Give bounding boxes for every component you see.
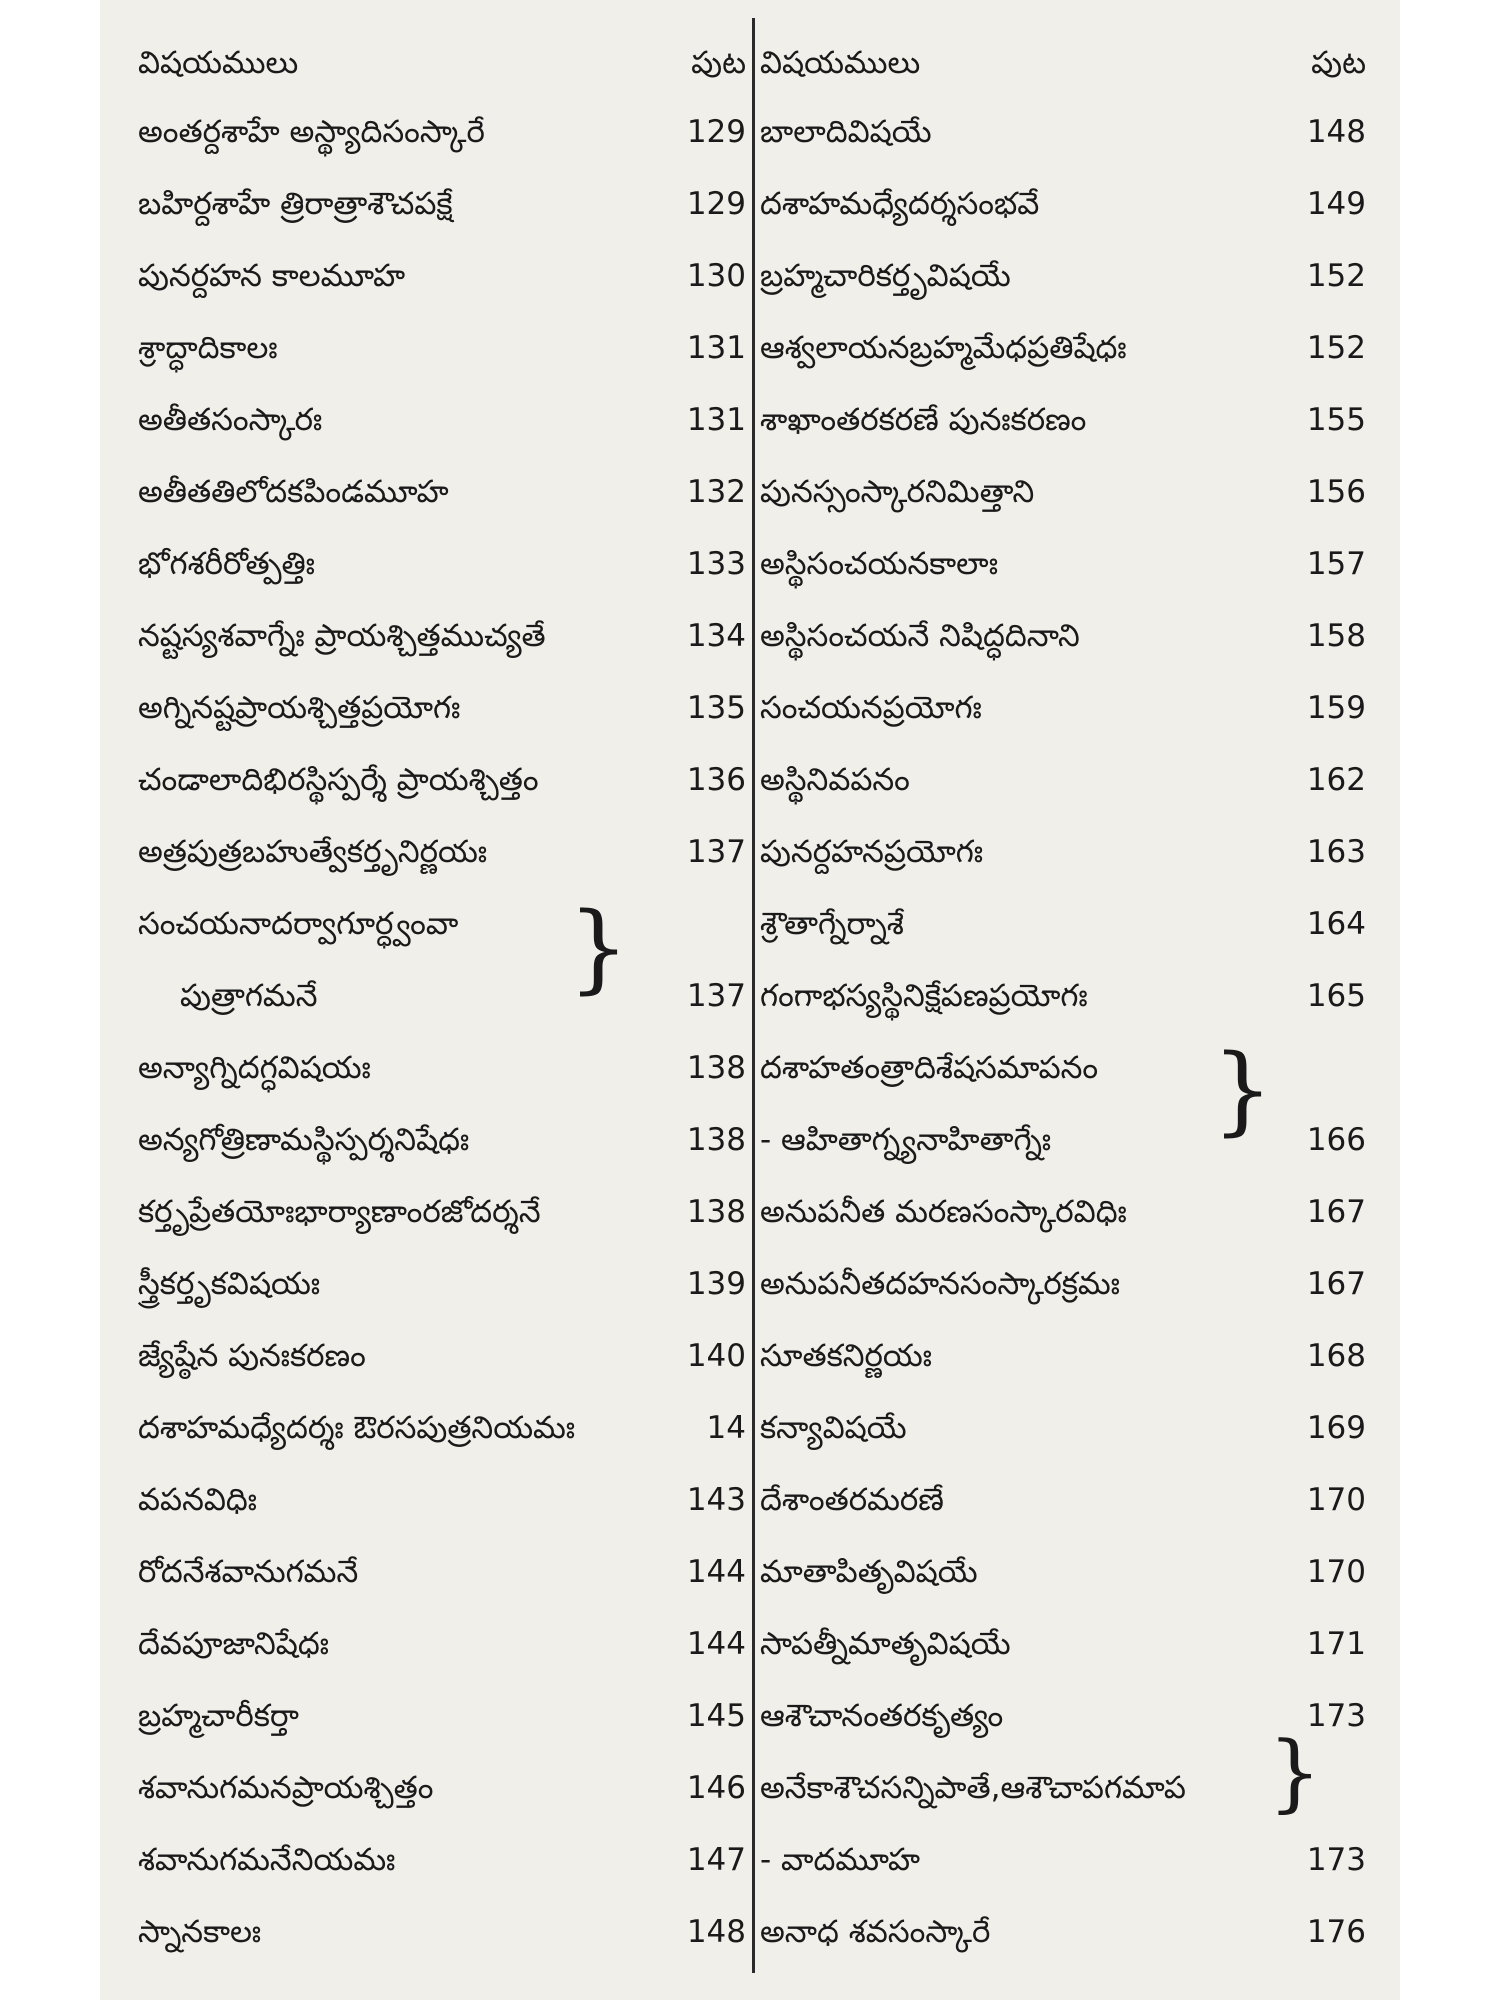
entry-page: 167 [1306, 1194, 1366, 1230]
column-header [760, 30, 1372, 96]
entry-title: అన్యాగ్నిదగ్ధవిషయః [138, 1050, 371, 1086]
toc-entry [760, 456, 1372, 528]
toc-entry [138, 1248, 752, 1320]
entry-title: శాఖాంతరకరణే పునఃకరణం [760, 402, 1087, 438]
page-heading: పుట [1311, 45, 1366, 81]
left-column [138, 30, 752, 1968]
toc-entry [760, 1248, 1372, 1320]
entry-title: గంగాభస్యస్థినిక్షేపణప్రయోగః [760, 978, 1088, 1014]
entry-title: ఆశౌచానంతరకృత్యం [760, 1698, 1004, 1734]
entry-page: 14 [706, 1410, 746, 1446]
right-column [760, 30, 1372, 1968]
toc-entry [760, 240, 1372, 312]
entry-title: అనాధ శవసంస్కారే [760, 1914, 991, 1950]
entry-page: 138 [686, 1050, 746, 1086]
toc-entry [138, 312, 752, 384]
entry-page: 159 [1306, 690, 1366, 726]
entry-page: 152 [1306, 330, 1366, 366]
entry-title: సంచయనాదర్వాగూర్ధ్వంవా [138, 906, 459, 942]
toc-entry [760, 1896, 1372, 1968]
entry-page: 135 [686, 690, 746, 726]
entry-page: 146 [686, 1770, 746, 1806]
entry-page: 152 [1306, 258, 1366, 294]
toc-entry [138, 1896, 752, 1968]
toc-entry [138, 1392, 752, 1464]
toc-entry [138, 528, 752, 600]
entry-page: 131 [686, 330, 746, 366]
entry-page: 156 [1306, 474, 1366, 510]
entry-title: శ్రౌతాగ్నేర్నాశే [760, 906, 904, 942]
entry-page: 139 [686, 1266, 746, 1302]
brace-mark: } [1268, 1723, 1322, 1821]
entry-page: 162 [1306, 762, 1366, 798]
toc-entry [760, 528, 1372, 600]
entry-title: దశాహమధ్యేదర్శః ఔరసపుత్రనియమః [138, 1410, 576, 1446]
entry-title: స్త్రీకర్తృకవిషయః [138, 1266, 321, 1302]
toc-entry [760, 1536, 1372, 1608]
entry-page: 140 [686, 1338, 746, 1374]
entry-title: అనుపనీత మరణసంస్కారవిధిః [760, 1194, 1127, 1230]
column-divider [752, 18, 755, 1973]
toc-entry [760, 600, 1372, 672]
toc-entry [760, 1104, 1372, 1176]
toc-entry [138, 1752, 752, 1824]
toc-entry [760, 384, 1372, 456]
entry-page: 138 [686, 1194, 746, 1230]
toc-entry [760, 816, 1372, 888]
toc-entry [138, 456, 752, 528]
entry-title: మాతాపితృవిషయే [760, 1554, 978, 1590]
toc-entry [760, 1032, 1372, 1104]
entry-title: అన్యగోత్రిణామస్థిస్పర్శనిషేధః [138, 1122, 470, 1158]
entry-title: ఆశ్వలాయనబ్రహ్మమేధప్రతిషేధః [760, 330, 1127, 366]
entry-page: 171 [1306, 1626, 1366, 1662]
entry-title: బ్రహ్మచారీకర్తా [138, 1698, 299, 1734]
toc-entry [138, 168, 752, 240]
entry-page: 168 [1306, 1338, 1366, 1374]
entry-title: శవానుగమనేనియమః [138, 1842, 396, 1878]
entry-title: - ఆహితాగ్న్యనాహితాగ్నేః [760, 1122, 1052, 1158]
entry-title: బహిర్దశాహే త్రిరాత్రాశౌచపక్షే [138, 186, 453, 222]
entry-page: 169 [1306, 1410, 1366, 1446]
entry-title: అతీతతిలోదకపిండమూహ [138, 474, 449, 510]
toc-entry [138, 96, 752, 168]
toc-entry [760, 1464, 1372, 1536]
entry-title: భోగశరీరోత్పత్తిః [138, 546, 315, 582]
entry-title: రోదనేశవానుగమనే [138, 1554, 359, 1590]
toc-entry [138, 600, 752, 672]
entry-page: 144 [686, 1626, 746, 1662]
entry-page: 147 [686, 1842, 746, 1878]
entry-page: 155 [1306, 402, 1366, 438]
entry-page: 144 [686, 1554, 746, 1590]
entry-page: 157 [1306, 546, 1366, 582]
toc-entry [138, 240, 752, 312]
entry-page: 131 [686, 402, 746, 438]
toc-entry [760, 1392, 1372, 1464]
entry-title: అస్థినివపనం [760, 762, 910, 798]
toc-entry [760, 744, 1372, 816]
entry-page: 132 [686, 474, 746, 510]
entry-page: 133 [686, 546, 746, 582]
entry-page: 138 [686, 1122, 746, 1158]
toc-entry [138, 1680, 752, 1752]
entry-title: జ్యేష్ఠేన పునఃకరణం [138, 1338, 366, 1374]
entry-title: శవానుగమనప్రాయశ్చిత్తం [138, 1770, 434, 1806]
entry-page: 134 [686, 618, 746, 654]
entry-title: అత్రపుత్రబహుత్వేకర్తృనిర్ణయః [138, 834, 488, 870]
page-heading: పుట [691, 45, 746, 81]
entry-page: 130 [686, 258, 746, 294]
brace-mark: } [568, 892, 630, 1004]
entry-page: 170 [1306, 1554, 1366, 1590]
toc-entry [138, 960, 752, 1032]
entry-title: అగ్నినష్టప్రాయశ్చిత్తప్రయోగః [138, 690, 461, 726]
toc-entry [760, 1176, 1372, 1248]
toc-entry [760, 888, 1372, 960]
entry-title: దేశాంతరమరణే [760, 1482, 944, 1518]
entry-page: 170 [1306, 1482, 1366, 1518]
entry-title: సూతకనిర్ణయః [760, 1338, 932, 1374]
entry-page: 148 [1306, 114, 1366, 150]
toc-entry [138, 1032, 752, 1104]
toc-entry [138, 1464, 752, 1536]
toc-entry [138, 816, 752, 888]
toc-entry [138, 888, 752, 960]
entry-title: అనేకాశౌచసన్నిపాతే,ఆశౌచాపగమాప [760, 1770, 1186, 1806]
entry-title: పునర్దహనప్రయోగః [760, 834, 984, 870]
entry-page: 167 [1306, 1266, 1366, 1302]
entry-page: 143 [686, 1482, 746, 1518]
entry-title: అంతర్దశాహే అస్థ్యాదిసంస్కారే [138, 114, 485, 150]
entry-page: 137 [686, 978, 746, 1014]
toc-entry [760, 1320, 1372, 1392]
entry-title: అనుపనీతదహనసంస్కారక్రమః [760, 1266, 1120, 1302]
entry-title: దశాహమధ్యేదర్శసంభవే [760, 186, 1040, 222]
toc-entry [760, 168, 1372, 240]
toc-entry [138, 1104, 752, 1176]
entry-page: 137 [686, 834, 746, 870]
entry-title: దశాహతంత్రాదిశేషసమాపనం [760, 1050, 1099, 1086]
entry-page: 148 [686, 1914, 746, 1950]
toc-entry [138, 384, 752, 456]
entry-title: అస్థిసంచయనకాలాః [760, 546, 999, 582]
entry-title: పునర్దహన కాలమూహ [138, 258, 406, 294]
entry-page: 164 [1306, 906, 1366, 942]
entry-title: నష్టస్యశవాగ్నేః ప్రాయశ్చిత్తముచ్యతే [138, 618, 546, 654]
entry-title: స్నానకాలః [138, 1914, 262, 1950]
entry-page: 176 [1306, 1914, 1366, 1950]
toc-entry [138, 744, 752, 816]
toc-entry [760, 312, 1372, 384]
entry-page: 165 [1306, 978, 1366, 1014]
toc-entry [760, 96, 1372, 168]
entry-page: 166 [1306, 1122, 1366, 1158]
entry-page: 149 [1306, 186, 1366, 222]
toc-entry [138, 1608, 752, 1680]
entry-title: వపనవిధిః [138, 1482, 257, 1518]
entry-title: పుత్రాగమనే [180, 978, 318, 1014]
entry-title: - వాదమూహ [760, 1842, 920, 1878]
entry-title: సంచయనప్రయోగః [760, 690, 982, 726]
toc-entry [138, 1320, 752, 1392]
toc-entry [138, 1824, 752, 1896]
entry-page: 145 [686, 1698, 746, 1734]
entry-page: 163 [1306, 834, 1366, 870]
entry-title: బాలాదివిషయే [760, 114, 932, 150]
entry-page: 136 [686, 762, 746, 798]
entry-title: కన్యావిషయే [760, 1410, 907, 1446]
entry-title: సాపత్నీమాతృవిషయే [760, 1626, 1011, 1662]
topic-heading: విషయములు [138, 45, 299, 81]
entry-title: అస్థిసంచయనే నిషిద్ధదినాని [760, 618, 1080, 654]
entry-page: 129 [686, 114, 746, 150]
entry-page: 158 [1306, 618, 1366, 654]
toc-entry [138, 1176, 752, 1248]
toc-entry [760, 960, 1372, 1032]
entry-title: శ్రాద్ధాదికాలః [138, 330, 278, 366]
topic-heading: విషయములు [760, 45, 921, 81]
entry-page: 173 [1306, 1698, 1366, 1734]
toc-entry [138, 672, 752, 744]
entry-title: కర్తృప్రేతయోఃభార్యాణాంరజోదర్శనే [138, 1194, 541, 1230]
toc-entry [760, 1608, 1372, 1680]
entry-title: పునస్సంస్కారనిమిత్తాని [760, 474, 1035, 510]
entry-title: చండాలాదిభిరస్థిస్పర్శే ప్రాయశ్చిత్తం [138, 762, 539, 798]
entry-title: బ్రహ్మచారికర్తృవిషయే [760, 258, 1011, 294]
toc-entry [760, 1824, 1372, 1896]
toc-entry [760, 672, 1372, 744]
entry-page: 173 [1306, 1842, 1366, 1878]
column-header [138, 30, 752, 96]
brace-mark: } [1212, 1034, 1274, 1146]
toc-entry [138, 1536, 752, 1608]
entry-page: 129 [686, 186, 746, 222]
entry-title: అతీతసంస్కారః [138, 402, 323, 438]
entry-title: దేవపూజానిషేధః [138, 1626, 329, 1662]
